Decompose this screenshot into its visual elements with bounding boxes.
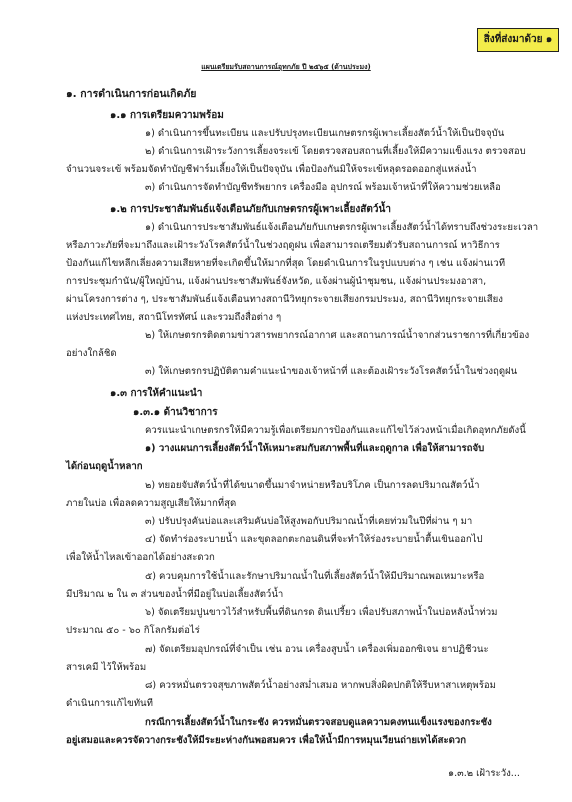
paragraph-line: ๑) ดำเนินการประชาสัมพันธ์แจ้งเตือนภัยกับเกษตรกรผู้เพาะเลี้ยงสัตว์น้ำได้ทราบถึงช่วงระยะเวลา bbox=[145, 222, 539, 233]
section-heading: ๑. การดำเนินการก่อนเกิดภัย bbox=[66, 88, 197, 100]
paragraph-line: ๓) ให้เกษตรกรปฏิบัติตามคำแนะนำของเจ้าหน้าที่ และต้องเฝ้าระวังโรคสัตว์น้ำในช่วงฤดูฝน bbox=[145, 366, 518, 377]
paragraph-line: แห่งประเทศไทย, สถานีโทรทัศน์ และรวมถึงสื่อต่าง ๆ bbox=[66, 312, 282, 323]
continuation-note: ๑.๓.๒ เฝ้าระวัง... bbox=[448, 768, 520, 779]
paragraph-line: ดำเนินการแก้ไขทันที bbox=[66, 698, 153, 709]
paragraph-line: ผ่านโครงการต่าง ๆ, ประชาสัมพันธ์แจ้งเตือนทางสถานีวิทยุกระจายเสียงกรมประมง, สถานีวิทยุกระจายเสียง bbox=[66, 294, 503, 305]
paragraph-line: ๓) ปรับปรุงคันบ่อและเสริมคันบ่อให้สูงพอกับปริมาณน้ำที่เคยท่วมในปีที่ผ่าน ๆ มา bbox=[145, 516, 473, 527]
subsection-heading: ๑.๓ การให้คำแนะนำ bbox=[110, 388, 203, 399]
subsection-heading: ๑.๒ การประชาสัมพันธ์แจ้งเตือนภัยกับเกษตรกรผู้เพาะเลี้ยงสัตว์น้ำ bbox=[110, 204, 391, 215]
paragraph-line: ๕) ควบคุมการใช้น้ำและรักษาปริมาณน้ำในที่เลี้ยงสัตว์น้ำให้มีปริมาณพอเหมาะหรือ bbox=[145, 571, 485, 582]
paragraph-line: ๔) จัดทำร่องระบายน้ำ และขุดลอกตะกอนดินที่จะทำให้ร่องระบายน้ำตื้นเขินออกไป bbox=[145, 534, 483, 545]
paragraph-line: ๖) จัดเตรียมปูนขาวไว้สำหรับพื้นที่ดินกรด ดินเปรี้ยว เพื่อปรับสภาพน้ำในบ่อหลังน้ำท่วม bbox=[145, 607, 498, 618]
paragraph-line: ๓) ดำเนินการจัดทำบัญชีทรัพยากร เครื่องมือ อุปกรณ์ พร้อมเจ้าหน้าที่ให้ความช่วยเหลือ bbox=[145, 182, 501, 193]
paragraph-line: ๘) ควรหมั่นตรวจสุขภาพสัตว์น้ำอย่างสม่ำเสมอ หากพบสิ่งผิดปกติให้รีบหาสาเหตุพร้อม bbox=[145, 680, 496, 691]
paragraph-line: เพื่อให้น้ำไหลเข้าออกได้อย่างสะดวก bbox=[66, 552, 215, 563]
paragraph-line: หรือภาวะภัยที่จะมาถึงและเฝ้าระวังโรคสัตว์น้ำในช่วงฤดูฝน เพื่อสามารถเตรียมตัวรับสถานการณ์ หาวิธีการ bbox=[66, 240, 500, 251]
paragraph-line-bold: กรณีการเลี้ยงสัตว์น้ำในกระชัง ควรหมั่นตรวจสอบดูแลความคงทนแข็งแรงของกระชัง bbox=[145, 717, 492, 728]
paragraph-line: สารเคมี ไว้ให้พร้อม bbox=[66, 662, 147, 673]
document-title: แผนเตรียมรับสถานการณ์อุทกภัย ปี ๒๕๖๕ (ด้านประมง) bbox=[201, 63, 371, 71]
paragraph-line: การประชุมกำนัน/ผู้ใหญ่บ้าน, แจ้งผ่านประชาสัมพันธ์จังหวัด, แจ้งผ่านผู้นำชุมชน, แจ้งผ่านประมงอาสา, bbox=[66, 276, 487, 287]
paragraph-line-bold: ได้ก่อนฤดูน้ำหลาก bbox=[66, 461, 143, 472]
paragraph-line: อย่างใกล้ชิด bbox=[66, 348, 117, 359]
paragraph-line: มีปริมาณ ๒ ใน ๓ ส่วนของน้ำที่มีอยู่ในบ่อเลี้ยงสัตว์น้ำ bbox=[66, 589, 284, 600]
subsubsection-heading: ๑.๓.๑ ด้านวิชาการ bbox=[133, 407, 218, 418]
paragraph-line: ควรแนะนำเกษตรกรให้มีความรู้เพื่อเตรียมการป้องกันและแก้ไขไว้ล่วงหน้าเมื่อเกิดอุทกภัยดังนี้ bbox=[145, 425, 526, 436]
attachment-tag: สิ่งที่ส่งมาด้วย ๑ bbox=[477, 28, 559, 52]
paragraph-line: ป้องกันแก้ไขหลีกเลี่ยงความเสียหายที่จะเกิดขึ้นให้มากที่สุด โดยดำเนินการในรูปแบบต่าง ๆ เช่น แจ้งผ่านเวที bbox=[66, 258, 506, 269]
paragraph-line: ภายในบ่อ เพื่อลดความสูญเสียให้มากที่สุด bbox=[66, 498, 237, 509]
paragraph-line-bold: ๑) วางแผนการเลี้ยงสัตว์น้ำให้เหมาะสมกับสภาพพื้นที่และฤดูกาล เพื่อให้สามารถจับ bbox=[145, 443, 485, 454]
paragraph-line: ๒) ดำเนินการเฝ้าระวังการเลี้ยงจระเข้ โดยตรวจสอบสถานที่เลี้ยงให้มีความแข็งแรง ตรวจสอบ bbox=[145, 146, 526, 157]
paragraph-line: ๒) ทยอยจับสัตว์น้ำที่ได้ขนาดขึ้นมาจำหน่ายหรือบริโภค เป็นการลดปริมาณสัตว์น้ำ bbox=[145, 480, 480, 491]
paragraph-line: ๒) ให้เกษตรกรติดตามข่าวสารพยากรณ์อากาศ และสถานการณ์น้ำจากส่วนราชการที่เกี่ยวข้อง bbox=[145, 330, 530, 341]
paragraph-line: ๑) ดำเนินการขึ้นทะเบียน และปรับปรุงทะเบียนเกษตรกรผู้เพาะเลี้ยงสัตว์น้ำให้เป็นปัจจุบัน bbox=[145, 128, 505, 139]
paragraph-line: ประมาณ ๕๐ - ๖๐ กิโลกรัมต่อไร่ bbox=[66, 625, 200, 636]
paragraph-line: ๗) จัดเตรียมอุปกรณ์ที่จำเป็น เช่น อวน เครื่องสูบน้ำ เครื่องเพิ่มออกซิเจน ยาปฏิชีวนะ bbox=[145, 644, 489, 655]
paragraph-line: จำนวนจระเข้ พร้อมจัดทำบัญชีฟาร์มเลี้ยงให้เป็นปัจจุบัน เพื่อป้องกันมิให้จระเข้หลุดรอดออกสู่แหล่งน้ำ bbox=[66, 164, 477, 175]
subsection-heading: ๑.๑ การเตรียมความพร้อม bbox=[110, 110, 224, 121]
paragraph-line-bold: อยู่เสมอและควรจัดวางกระชังให้มีระยะห่างกันพอสมควร เพื่อให้น้ำมีการหมุนเวียนถ่ายเทได้สะดวก bbox=[66, 735, 467, 746]
